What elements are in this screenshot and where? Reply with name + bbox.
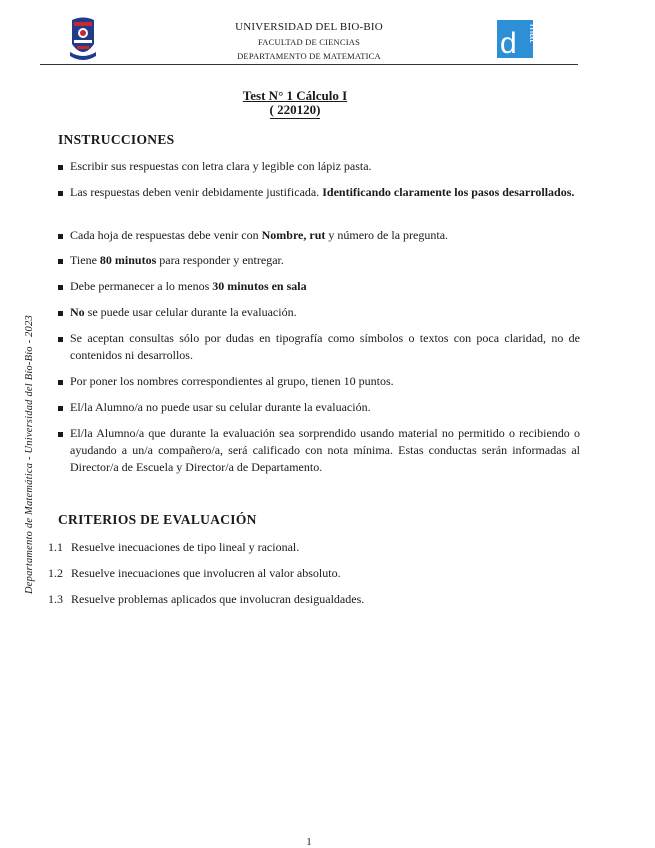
department-name: DEPARTAMENTO DE MATEMATICA (237, 51, 381, 61)
faculty-name: FACULTAD DE CIENCIAS (257, 37, 361, 47)
criteria-item: 1.1 Resuelve inecuaciones de tipo lineal y racional. (48, 540, 300, 554)
bullet-icon (58, 337, 63, 342)
bullet-icon (58, 285, 63, 290)
bullet-icon (58, 259, 63, 264)
svg-text:d: d (500, 27, 517, 60)
criteria-item: 1.3 Resuelve problemas aplicados que involucran desigualdades. (48, 592, 365, 606)
bullet-icon (58, 311, 63, 316)
header-divider (40, 64, 578, 65)
svg-text:mat: mat (527, 24, 539, 43)
instruction-item: El/la Alumno/a no puede usar su celular durante la evaluación. (70, 400, 371, 414)
instruction-item: Las respuestas deben venir debidamente justificada. Identificando claramente los pasos desarrollados. (70, 185, 575, 199)
test-code: ( 220120) (269, 102, 321, 117)
instruction-item: Debe permanecer a lo menos 30 minutos en sala (70, 279, 307, 293)
instructions-heading: INSTRUCCIONES (58, 132, 175, 147)
page-number: 1 (306, 836, 312, 848)
test-title: Test N° 1 Cálculo I (242, 88, 348, 103)
instruction-item: El/la Alumno/a que durante la evaluación sea sorprendido usando material no permitido o recibiendo o ayudando a un/a compañero/a, será calificado con nota mínima. Estas conductas serán informadas al Director/a de Escuela y Director/a de Departamento. (70, 426, 580, 474)
university-name: UNIVERSIDAD DEL BIO-BIO (235, 21, 383, 33)
bullet-icon (58, 191, 63, 196)
bullet-icon (58, 432, 63, 437)
instruction-item: Por poner los nombres correspondientes al grupo, tienen 10 puntos. (70, 374, 394, 388)
instruction-item: Escribir sus respuestas con letra clara y legible con lápiz pasta. (70, 159, 372, 173)
criteria-heading: CRITERIOS DE EVALUACIÓN (58, 512, 257, 527)
bullet-icon (58, 380, 63, 385)
bullet-icon (58, 234, 63, 239)
bullet-icon (58, 165, 63, 170)
sidebar-watermark-text: Departamento de Matemática - Universidad del Bío-Bío - 2023 (24, 315, 35, 594)
instruction-item: Cada hoja de respuestas debe venir con Nombre, rut y número de la pregunta. (70, 228, 449, 242)
dmat-logo-icon (497, 20, 539, 60)
instruction-item: Se aceptan consultas sólo por dudas en tipografía como símbolos o textos con poca claridad, no de contenidos ni desarrollos. (70, 331, 580, 362)
bullet-icon (58, 406, 63, 411)
instruction-item: Tiene 80 minutos para responder y entregar. (70, 253, 284, 267)
criteria-item: 1.2 Resuelve inecuaciones que involucren al valor absoluto. (48, 566, 341, 580)
instruction-item: No se puede usar celular durante la evaluación. (70, 305, 297, 319)
